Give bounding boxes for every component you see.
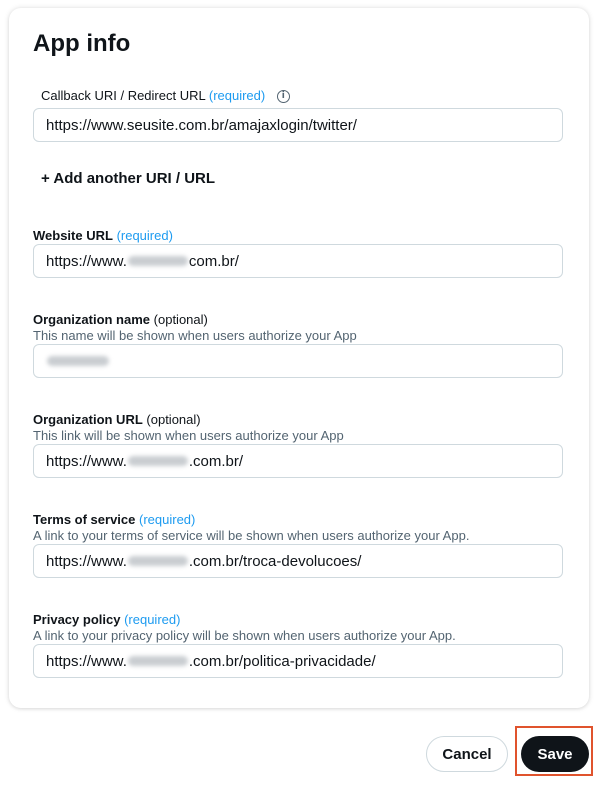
- privacy-label-text: Privacy policy: [33, 612, 121, 627]
- org-url-label-text: Organization URL: [33, 412, 143, 427]
- terms-help: A link to your terms of service will be shown when users authorize your App.: [33, 528, 470, 543]
- org-url-optional: (optional): [146, 412, 201, 427]
- redacted-blur: [128, 456, 188, 466]
- org-url-input[interactable]: [33, 444, 563, 478]
- add-another-uri-button[interactable]: + Add another URI / URL: [41, 170, 216, 187]
- terms-url-prefix: https://www.: [46, 552, 127, 570]
- website-label-text: Website URL: [33, 228, 113, 243]
- page-title: App info: [33, 30, 131, 57]
- callback-url-input[interactable]: [33, 108, 563, 142]
- terms-label: [33, 512, 195, 527]
- org-name-label-text: Organization name: [33, 312, 151, 327]
- callback-label-text: Callback URI / Redirect URL: [41, 88, 206, 103]
- redacted-blur: [128, 556, 188, 566]
- org-url-suffix: .com.br/: [188, 452, 244, 470]
- privacy-url-prefix: https://www.: [46, 652, 127, 670]
- org-url-label: [33, 412, 201, 427]
- app-info-card: [9, 8, 589, 708]
- privacy-help: A link to your privacy policy will be shown when users authorize your App.: [33, 628, 456, 643]
- org-name-optional: (optional): [153, 312, 208, 327]
- privacy-label: [33, 612, 180, 627]
- callback-required: (required): [208, 88, 266, 103]
- redacted-blur: [128, 256, 188, 266]
- terms-required: (required): [139, 512, 196, 527]
- privacy-url-suffix: .com.br/politica-privacidade/: [188, 652, 376, 670]
- website-url-suffix: com.br/: [188, 252, 239, 270]
- cancel-button[interactable]: Cancel: [426, 736, 508, 772]
- org-url-prefix: https://www.: [46, 452, 127, 470]
- org-url-help: This link will be shown when users authorize your App: [33, 428, 344, 443]
- terms-label-text: Terms of service: [33, 512, 136, 527]
- terms-url-suffix: .com.br/troca-devolucoes/: [188, 552, 362, 570]
- org-name-input[interactable]: [33, 344, 563, 378]
- save-button[interactable]: Save: [521, 736, 589, 772]
- redacted-blur: [128, 656, 188, 666]
- org-name-help: This name will be shown when users authorize your App: [33, 328, 357, 343]
- info-icon[interactable]: i: [277, 90, 290, 103]
- redacted-blur: [47, 356, 109, 366]
- website-required: (required): [116, 228, 173, 243]
- website-label: [33, 228, 173, 243]
- website-url-prefix: https://www.: [46, 252, 127, 270]
- privacy-required: (required): [124, 612, 181, 627]
- website-url-input[interactable]: [33, 244, 563, 278]
- org-name-label: [33, 312, 208, 327]
- callback-label: [41, 88, 290, 103]
- callback-url-value: https://www.seusite.com.br/amajaxlogin/twitter/: [46, 116, 357, 134]
- terms-url-input[interactable]: [33, 544, 563, 578]
- privacy-url-input[interactable]: [33, 644, 563, 678]
